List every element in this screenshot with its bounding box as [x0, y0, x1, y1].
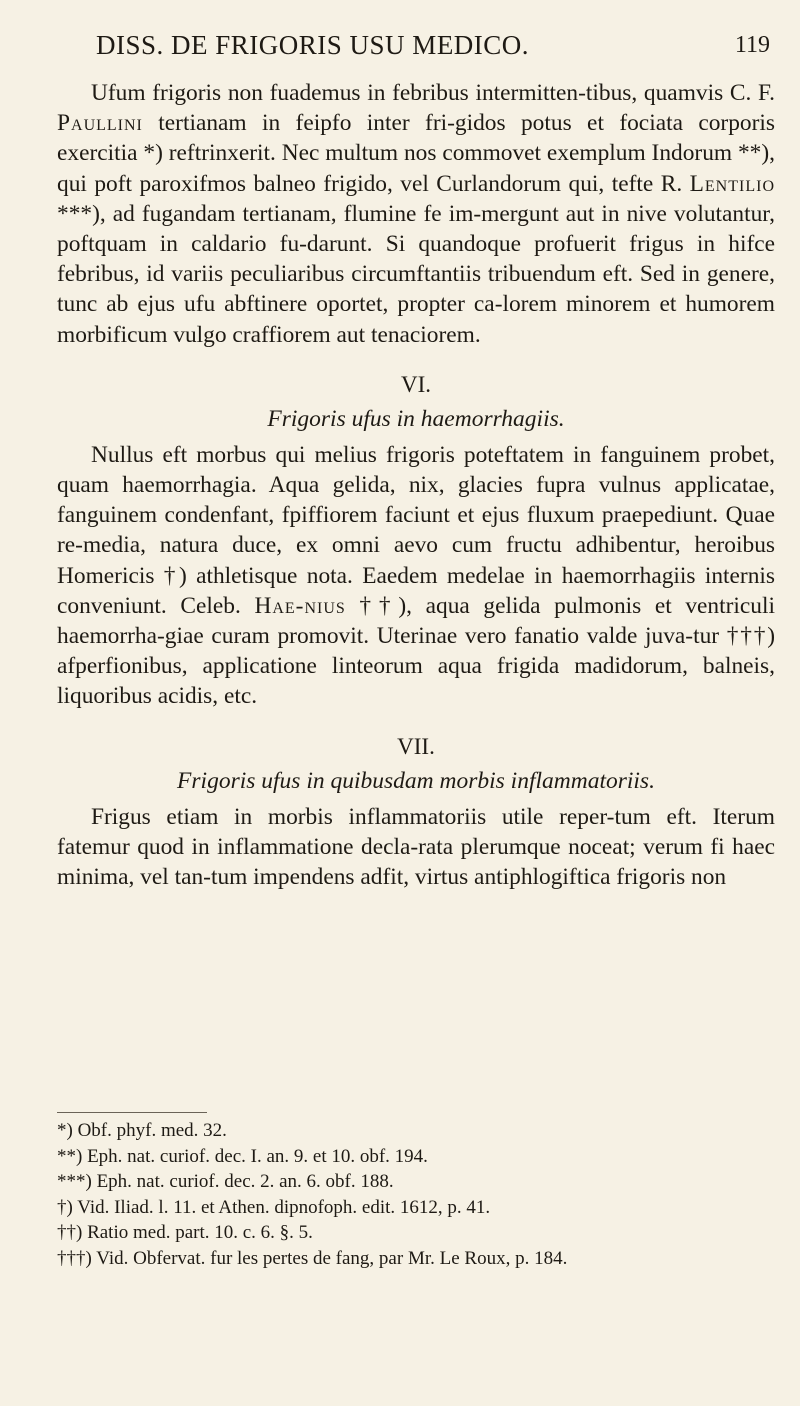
footnote: †) Vid. Iliad. l. 11. et Athen. dipnofoph. edit. 1612, p. 41.	[57, 1196, 491, 1218]
footnotes	[57, 1118, 775, 1271]
section-heading-vii: Frigoris ufus in quibusdam morbis inflammatoriis.	[177, 767, 655, 794]
page-body	[57, 78, 775, 892]
author-name: Lentilio	[689, 170, 775, 197]
text-run: Ufum frigoris non fuademus in febribus intermitten-tibus, quamvis C. F.	[91, 80, 775, 106]
footnote: **) Eph. nat. curiof. dec. I. an. 9. et 10. obf. 194.	[57, 1145, 428, 1167]
author-name: Paullini	[57, 110, 143, 137]
footnote: ††) Ratio med. part. 10. c. 6. §. 5.	[57, 1222, 313, 1243]
page-number: 119	[734, 32, 770, 58]
text-run: Frigus etiam in morbis inflammatoriis utile reper-tum eft. Iterum fatemur quod in inflammatione decla-rata plerumque noceat; verum fi haec minima, vel tan-tum impendens adfit, virtus antiphlogiftica frigoris non	[57, 803, 775, 891]
text-run: tertianam in feipfo inter fri-gidos potus et fociata corporis exercitia *) reftrinxerit. Nec multum nos commovet exemplum Indorum **), qui poft paroxifmos balneo frigido, vel Curlandorum qui, tefte R.	[57, 110, 775, 197]
text-run: ***), ad fugandam tertianam, flumine fe im-mergunt aut in nive volutantur, poftquam in caldario fu-darunt. Si quandoque profuerit frigus in hifce febribus, id variis peculiaribus circumftantiis tribuendum eft. Sed in genere, tunc ab ejus ufu abftinere oportet, propter ca-lorem minorem et humorem morbificum vulgo craffiorem aut tenaciorem.	[57, 200, 775, 348]
text-run: Nullus eft morbus qui melius frigoris poteftatem in fanguinem probet, quam haemorrhagia. Aqua gelida, nix, glacies fupra vulnus applicatae, fanguinem condenfant, fpiffiorem faciunt et ejus fluxum praepediunt. Quae re-media, natura duce, ex omni aevo cum fructu adhibentur, heroibus Homericis †) athletisque nota. Eaedem medelae in haemorrhagiis internis conveniunt. Celeb.	[57, 441, 775, 619]
section-number-vii: VII.	[397, 733, 435, 759]
footnote: †††) Vid. Obfervat. fur les pertes de fang, par Mr. Le Roux, p. 184.	[57, 1247, 568, 1269]
running-title: DISS. DE FRIGORIS USU MEDICO.	[96, 30, 530, 60]
text-run: ††), aqua gelida pulmonis et ventriculi haemorrha-giae curam promovit. Uterinae vero fanatio valde juva-tur †††) afperfionibus, applicatione linteorum aqua frigida madidorum, balneis, liquoribus acidis, etc.	[57, 592, 775, 710]
footnote: ***) Eph. nat. curiof. dec. 2. an. 6. obf. 188.	[57, 1171, 394, 1192]
footnote: *) Obf. phyf. med. 32.	[57, 1120, 227, 1141]
paragraph-haemorrhages	[57, 440, 775, 712]
author-name: Hae-nius	[254, 592, 346, 619]
paragraph-inflammatory-diseases	[57, 802, 775, 893]
paragraph-intermittent-fevers	[57, 78, 775, 350]
running-header	[96, 30, 778, 62]
section-heading-vi: Frigoris ufus in haemorrhagiis.	[267, 405, 565, 432]
footnote-rule	[57, 1112, 207, 1113]
section-number-vi: VI.	[400, 371, 432, 397]
